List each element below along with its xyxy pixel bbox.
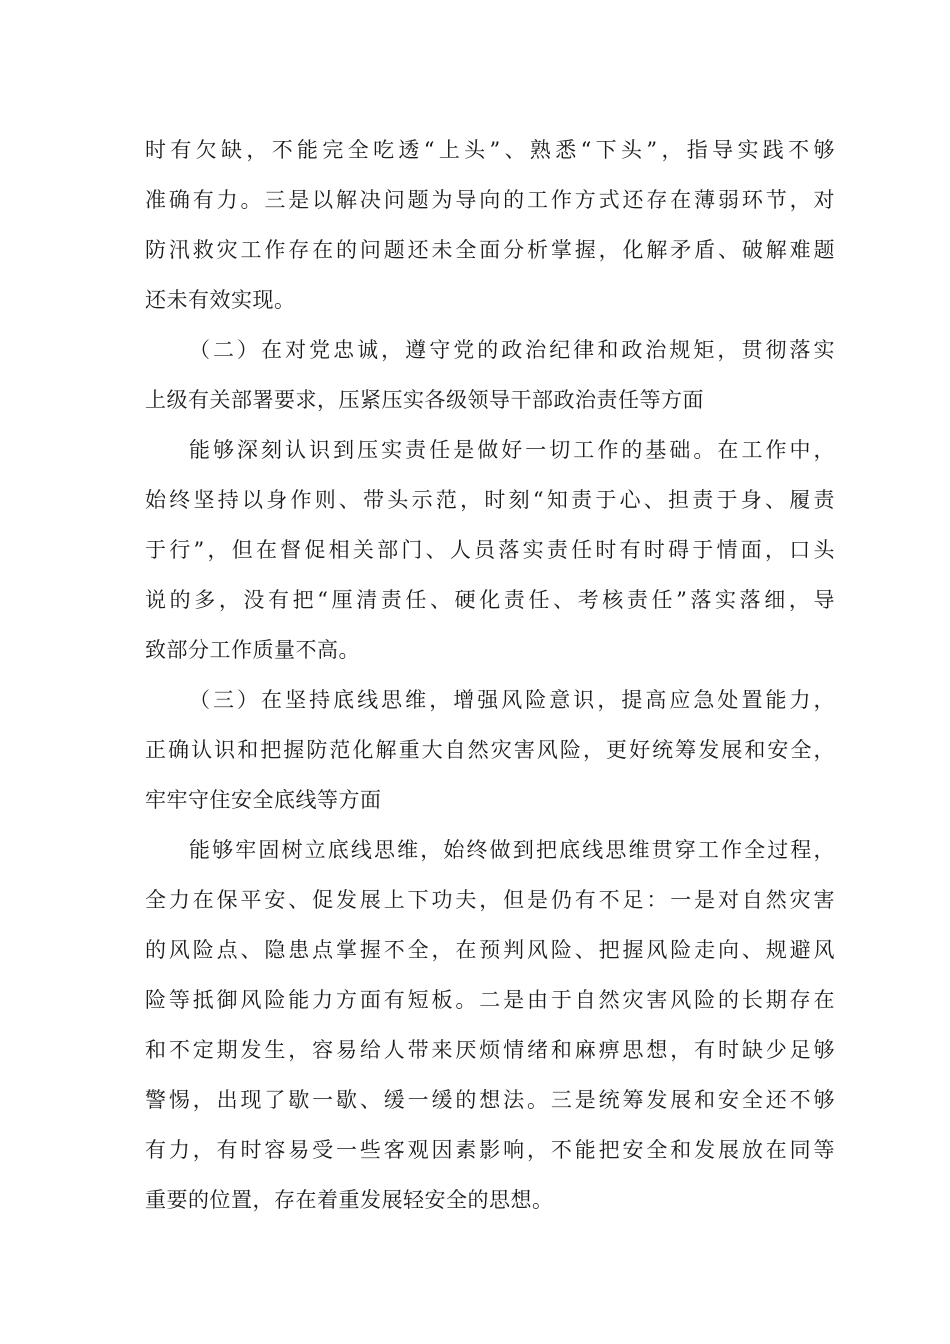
text-line: 始终坚持以身作则、带头示范，时刻“知责于心、担责于身、履责 (145, 488, 835, 512)
text-line: 有力，有时容易受一些客观因素影响，不能把安全和发展放在同等 (145, 1138, 835, 1162)
text-line: 全力在保平安、促发展上下功夫，但是仍有不足：一是对自然灾害 (145, 888, 835, 912)
text-line: 的风险点、隐患点掌握不全，在预判风险、把握风险走向、规避风 (145, 938, 835, 962)
text-line: 防汛救灾工作存在的问题还未全面分析掌握，化解矛盾、破解难题 (145, 238, 835, 262)
text-line: 险等抵御风险能力方面有短板。二是由于自然灾害风险的长期存在 (145, 988, 835, 1012)
text-line: 还未有效实现。 (145, 288, 296, 312)
text-line: 能够牢固树立底线思维，始终做到把底线思维贯穿工作全过程， (189, 838, 835, 862)
section-heading-3-line: 正确认识和把握防范化解重大自然灾害风险，更好统筹发展和安全， (145, 738, 835, 762)
text-line: 说的多，没有把“厘清责任、硬化责任、考核责任”落实落细，导 (145, 588, 835, 612)
text-line: 能够深刻认识到压实责任是做好一切工作的基础。在工作中， (189, 438, 835, 462)
text-line: 警惕，出现了歇一歇、缓一缓的想法。三是统筹发展和安全还不够 (145, 1088, 835, 1112)
section-heading-2-line: （二）在对党忠诚，遵守党的政治纪律和政治规矩，贯彻落实 (189, 338, 835, 362)
text-line: 于行”，但在督促相关部门、人员落实责任时有时碍于情面，口头 (145, 538, 835, 562)
text-line: 时有欠缺，不能完全吃透“上头”、熟悉“下头”，指导实践不够 (145, 138, 835, 162)
section-heading-3-line: 牢牢守住安全底线等方面 (145, 788, 382, 812)
section-heading-2-line: 上级有关部署要求，压紧压实各级领导干部政治责任等方面 (145, 388, 704, 412)
text-line: 准确有力。三是以解决问题为导向的工作方式还存在薄弱环节，对 (145, 188, 835, 212)
text-line: 和不定期发生，容易给人带来厌烦情绪和麻痹思想，有时缺少足够 (145, 1038, 835, 1062)
text-line: 致部分工作质量不高。 (145, 638, 360, 662)
section-heading-3-line: （三）在坚持底线思维，增强风险意识，提高应急处置能力， (189, 688, 835, 712)
text-line: 重要的位置，存在着重发展轻安全的思想。 (145, 1188, 554, 1212)
